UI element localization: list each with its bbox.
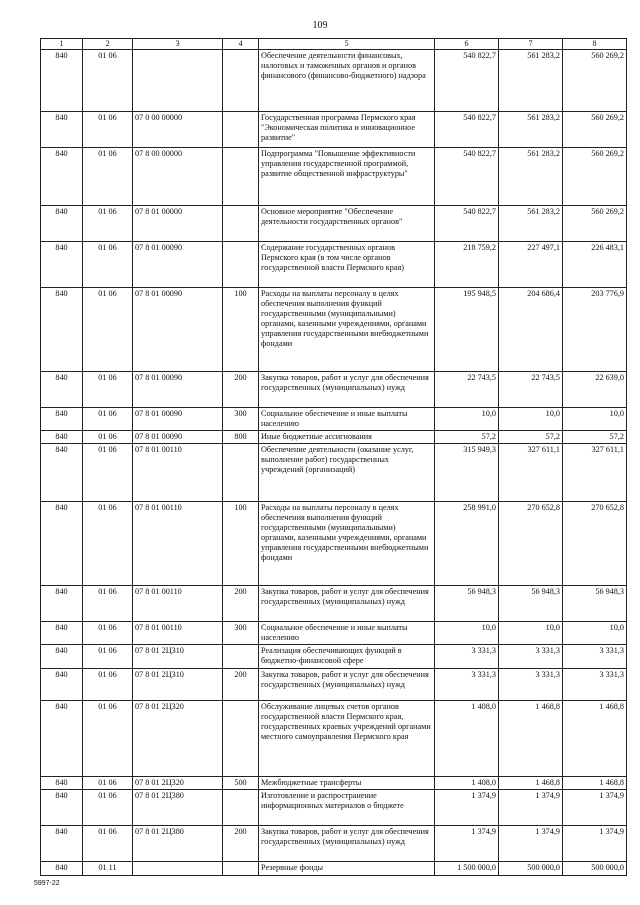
cell-amount-col7: 1 468,8 [499,701,563,777]
cell-description: Обеспечение деятельности (оказание услуг, выполнение работ) государственных учреждений (организаций) [259,444,435,502]
cell-expense-type [223,645,259,669]
cell-amount-col6: 540 822,7 [435,206,499,242]
table-row [41,50,627,112]
cell-description: Закупка товаров, работ и услуг для обеспечения государственных (муниципальных) нужд [259,669,435,701]
cell-amount-col6: 10,0 [435,408,499,431]
table-row [41,431,627,444]
cell-amount-col8: 56 948,3 [563,586,627,622]
cell-amount-col8: 3 331,3 [563,669,627,701]
cell-section: 01 11 [83,862,133,876]
cell-target-article: 07 8 01 2Ц310 [133,645,223,669]
cell-description: Государственная программа Пермского края "Экономическая политика и инновационное развитие" [259,112,435,148]
cell-target-article: 07 8 01 00090 [133,242,223,288]
cell-amount-col6: 540 822,7 [435,148,499,206]
cell-expense-type [223,862,259,876]
cell-amount-col8: 1 468,8 [563,701,627,777]
cell-description: Подпрограмма "Повышение эффективности управления государственной программой, развитие общественной инфраструктуры" [259,148,435,206]
cell-description: Обеспечение деятельности финансовых, налоговых и таможенных органов и органов финансового (финансово-бюджетного) надзора [259,50,435,112]
cell-amount-col7: 1 374,9 [499,826,563,862]
cell-expense-type: 100 [223,502,259,586]
cell-grbs: 840 [41,431,83,444]
cell-grbs: 840 [41,669,83,701]
cell-amount-col8: 22 639,0 [563,372,627,408]
cell-expense-type: 200 [223,372,259,408]
cell-amount-col7: 1 468,8 [499,777,563,790]
cell-target-article: 07 8 01 00090 [133,288,223,372]
cell-target-article: 07 8 01 2Ц310 [133,669,223,701]
cell-expense-type: 300 [223,408,259,431]
budget-table [40,38,627,876]
table-row [41,148,627,206]
cell-amount-col7: 561 283,2 [499,148,563,206]
cell-amount-col8: 560 269,2 [563,50,627,112]
cell-grbs: 840 [41,586,83,622]
cell-grbs: 840 [41,148,83,206]
cell-description: Резервные фонды [259,862,435,876]
cell-amount-col6: 57,2 [435,431,499,444]
cell-amount-col6: 1 374,9 [435,826,499,862]
cell-amount-col7: 561 283,2 [499,50,563,112]
cell-target-article: 07 8 01 00090 [133,372,223,408]
footer-code: 5997-22 [34,880,60,887]
cell-target-article: 07 8 01 00110 [133,444,223,502]
table-row [41,372,627,408]
table-row [41,288,627,372]
cell-amount-col6: 540 822,7 [435,112,499,148]
cell-expense-type: 500 [223,777,259,790]
cell-target-article [133,50,223,112]
cell-amount-col6: 1 408,0 [435,701,499,777]
cell-section: 01 06 [83,502,133,586]
cell-target-article [133,862,223,876]
cell-amount-col8: 10,0 [563,408,627,431]
cell-amount-col7: 561 283,2 [499,206,563,242]
cell-description: Реализация обеспечивающих функций в бюджетно-финансовой сфере [259,645,435,669]
cell-section: 01 06 [83,790,133,826]
cell-amount-col7: 1 374,9 [499,790,563,826]
table-row [41,112,627,148]
cell-amount-col8: 3 331,3 [563,645,627,669]
cell-amount-col6: 1 500 000,0 [435,862,499,876]
cell-description: Расходы на выплаты персоналу в целях обеспечения выполнения функций государственными (муниципальными) органами, казенными учреждениями, органами управления государственными внебюджетными фондами [259,502,435,586]
cell-amount-col6: 540 822,7 [435,50,499,112]
cell-amount-col7: 3 331,3 [499,645,563,669]
cell-amount-col7: 204 686,4 [499,288,563,372]
cell-target-article: 07 8 01 2Ц380 [133,790,223,826]
cell-amount-col6: 1 374,9 [435,790,499,826]
column-header: 3 [133,39,223,50]
cell-amount-col6: 56 948,3 [435,586,499,622]
cell-section: 01 06 [83,408,133,431]
cell-amount-col6: 315 949,3 [435,444,499,502]
cell-amount-col8: 560 269,2 [563,112,627,148]
cell-grbs: 840 [41,502,83,586]
cell-target-article: 07 0 00 00000 [133,112,223,148]
cell-expense-type [223,50,259,112]
cell-grbs: 840 [41,777,83,790]
cell-section: 01 06 [83,148,133,206]
column-header: 1 [41,39,83,50]
cell-description: Социальное обеспечение и иные выплаты населению [259,622,435,645]
cell-grbs: 840 [41,444,83,502]
cell-grbs: 840 [41,862,83,876]
cell-expense-type [223,242,259,288]
cell-description: Обслуживание лицевых счетов органов государственной власти Пермского края, государственных краевых учреждений органами местного самоуправления Пермского края [259,701,435,777]
cell-description: Межбюджетные трансферты [259,777,435,790]
cell-section: 01 06 [83,288,133,372]
cell-section: 01 06 [83,622,133,645]
cell-expense-type [223,112,259,148]
cell-target-article: 07 8 01 2Ц380 [133,826,223,862]
cell-amount-col6: 1 408,0 [435,777,499,790]
cell-section: 01 06 [83,444,133,502]
cell-expense-type [223,701,259,777]
cell-target-article: 07 8 01 00110 [133,622,223,645]
cell-grbs: 840 [41,408,83,431]
cell-amount-col6: 10,0 [435,622,499,645]
cell-expense-type [223,148,259,206]
table-row [41,408,627,431]
cell-amount-col8: 57,2 [563,431,627,444]
table-row [41,862,627,876]
cell-target-article: 07 8 01 2Ц320 [133,777,223,790]
cell-amount-col7: 57,2 [499,431,563,444]
cell-expense-type: 200 [223,826,259,862]
cell-amount-col7: 270 652,8 [499,502,563,586]
cell-section: 01 06 [83,431,133,444]
cell-grbs: 840 [41,112,83,148]
table-row [41,242,627,288]
cell-grbs: 840 [41,645,83,669]
cell-amount-col8: 203 776,9 [563,288,627,372]
cell-amount-col8: 1 374,9 [563,790,627,826]
cell-amount-col7: 56 948,3 [499,586,563,622]
cell-description: Закупка товаров, работ и услуг для обеспечения государственных (муниципальных) нужд [259,372,435,408]
cell-amount-col8: 327 611,1 [563,444,627,502]
cell-grbs: 840 [41,701,83,777]
cell-target-article: 07 8 01 00090 [133,408,223,431]
cell-section: 01 06 [83,242,133,288]
cell-amount-col7: 22 743,5 [499,372,563,408]
cell-grbs: 840 [41,826,83,862]
cell-description: Основное мероприятие "Обеспечение деятельности государственных органов" [259,206,435,242]
cell-expense-type: 200 [223,586,259,622]
cell-description: Изготовление и распространение информационных материалов о бюджете [259,790,435,826]
cell-expense-type: 200 [223,669,259,701]
cell-amount-col6: 3 331,3 [435,645,499,669]
cell-expense-type: 300 [223,622,259,645]
table-row [41,206,627,242]
cell-grbs: 840 [41,622,83,645]
cell-expense-type [223,444,259,502]
table-row [41,444,627,502]
table-row [41,645,627,669]
cell-amount-col8: 1 374,9 [563,826,627,862]
cell-grbs: 840 [41,288,83,372]
table-row [41,777,627,790]
cell-amount-col8: 560 269,2 [563,148,627,206]
cell-amount-col7: 227 497,1 [499,242,563,288]
column-header: 4 [223,39,259,50]
column-header: 7 [499,39,563,50]
table-row [41,622,627,645]
cell-expense-type [223,206,259,242]
cell-amount-col7: 561 283,2 [499,112,563,148]
column-header: 2 [83,39,133,50]
cell-description: Содержание государственных органов Пермского края (в том числе органов государственной власти Пермского края) [259,242,435,288]
cell-grbs: 840 [41,242,83,288]
table-row [41,790,627,826]
cell-grbs: 840 [41,206,83,242]
cell-grbs: 840 [41,372,83,408]
table-row [41,669,627,701]
cell-section: 01 06 [83,701,133,777]
cell-section: 01 06 [83,50,133,112]
cell-description: Расходы на выплаты персоналу в целях обеспечения выполнения функций государственными (муниципальными) органами, казенными учреждениями, органами управления государственными внебюджетными фондами [259,288,435,372]
cell-description: Закупка товаров, работ и услуг для обеспечения государственных (муниципальных) нужд [259,586,435,622]
cell-expense-type: 100 [223,288,259,372]
cell-description: Закупка товаров, работ и услуг для обеспечения государственных (муниципальных) нужд [259,826,435,862]
column-header: 8 [563,39,627,50]
cell-amount-col7: 500 000,0 [499,862,563,876]
cell-amount-col6: 3 331,3 [435,669,499,701]
column-header: 5 [259,39,435,50]
cell-section: 01 06 [83,645,133,669]
cell-amount-col6: 218 759,2 [435,242,499,288]
cell-section: 01 06 [83,777,133,790]
table-header-row [41,39,627,50]
cell-section: 01 06 [83,669,133,701]
cell-target-article: 07 8 01 00000 [133,206,223,242]
cell-section: 01 06 [83,372,133,408]
table-row [41,826,627,862]
cell-amount-col7: 327 611,1 [499,444,563,502]
cell-amount-col8: 560 269,2 [563,206,627,242]
cell-grbs: 840 [41,790,83,826]
cell-description: Иные бюджетные ассигнования [259,431,435,444]
cell-target-article: 07 8 00 00000 [133,148,223,206]
cell-grbs: 840 [41,50,83,112]
cell-amount-col7: 10,0 [499,408,563,431]
cell-expense-type: 800 [223,431,259,444]
cell-amount-col8: 270 652,8 [563,502,627,586]
cell-section: 01 06 [83,112,133,148]
cell-target-article: 07 8 01 00110 [133,502,223,586]
cell-amount-col8: 226 483,1 [563,242,627,288]
cell-amount-col6: 195 948,5 [435,288,499,372]
cell-amount-col7: 3 331,3 [499,669,563,701]
cell-amount-col7: 10,0 [499,622,563,645]
cell-section: 01 06 [83,826,133,862]
cell-description: Социальное обеспечение и иные выплаты населению [259,408,435,431]
cell-section: 01 06 [83,586,133,622]
cell-expense-type [223,790,259,826]
cell-target-article: 07 8 01 00110 [133,586,223,622]
table-row [41,502,627,586]
cell-amount-col6: 258 991,0 [435,502,499,586]
page-number: 109 [312,20,328,31]
cell-target-article: 07 8 01 2Ц320 [133,701,223,777]
cell-amount-col8: 500 000,0 [563,862,627,876]
cell-target-article: 07 8 01 00090 [133,431,223,444]
cell-amount-col8: 1 468,8 [563,777,627,790]
table-row [41,701,627,777]
column-header: 6 [435,39,499,50]
cell-amount-col6: 22 743,5 [435,372,499,408]
cell-section: 01 06 [83,206,133,242]
table-row [41,586,627,622]
cell-amount-col8: 10,0 [563,622,627,645]
